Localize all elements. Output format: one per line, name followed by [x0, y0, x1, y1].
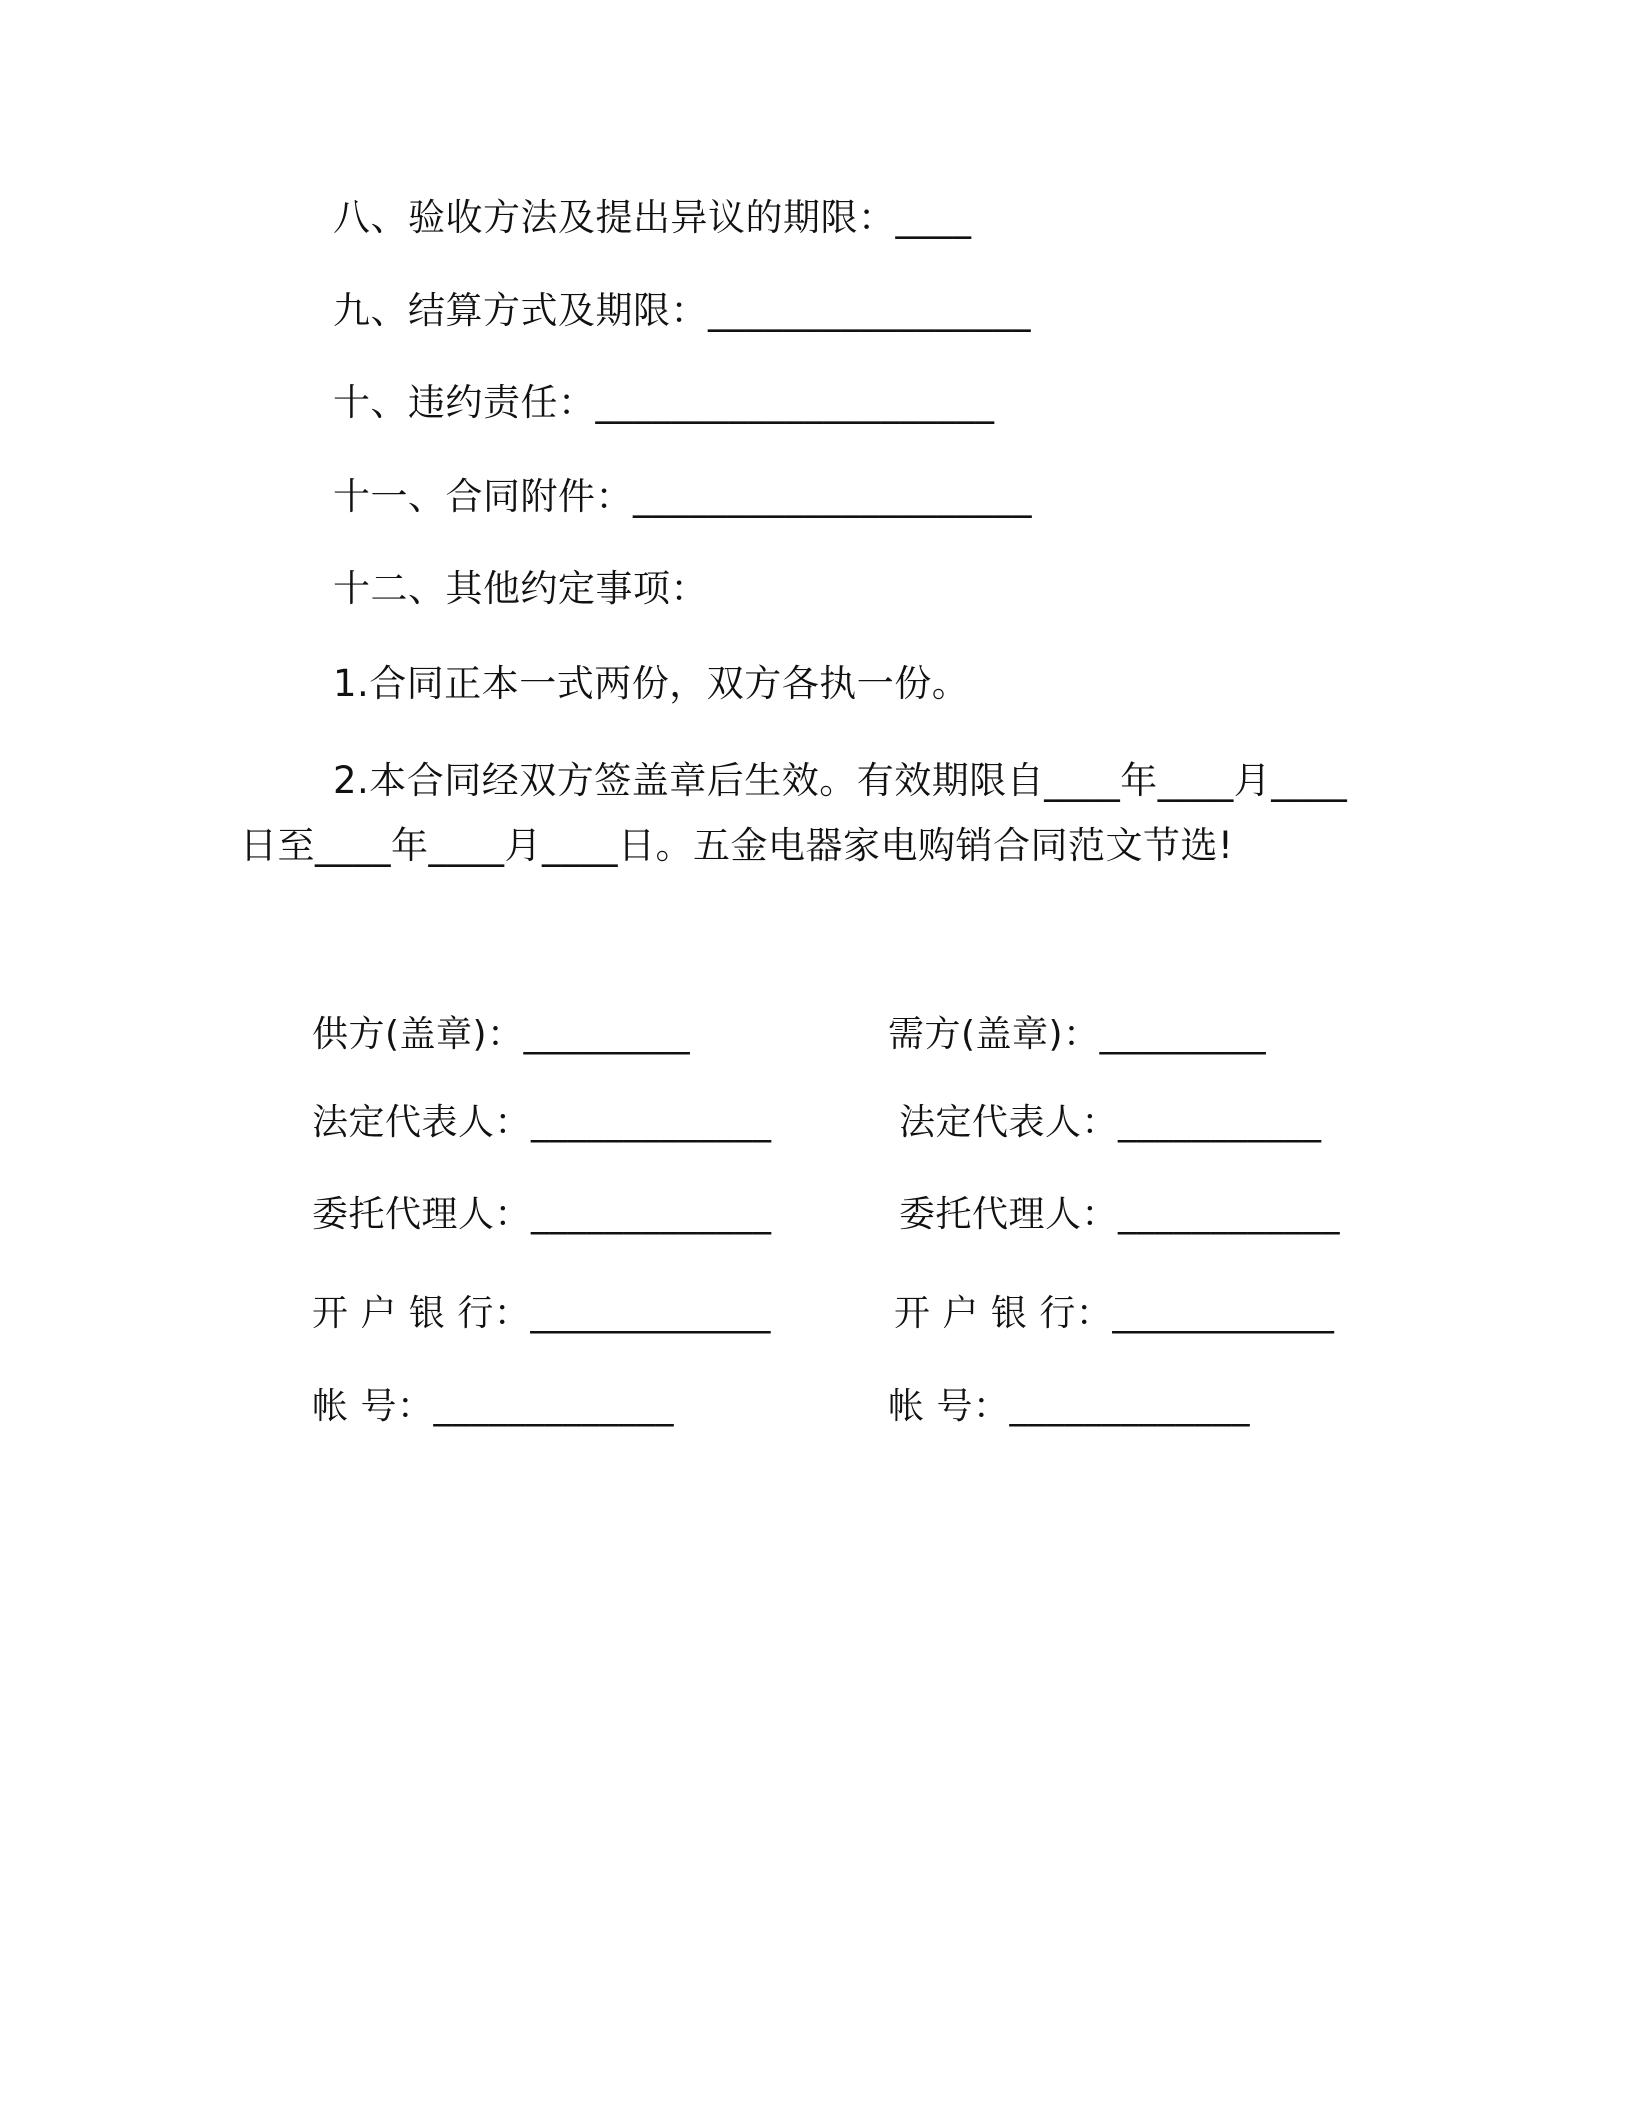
supplier-agent: 委托代理人：_____________ [312, 1194, 772, 1235]
clause-12-item-1: 1.合同正本一式两份，双方各执一份。 [333, 662, 970, 705]
clause-12-other-terms: 十二、其他约定事项： [333, 567, 708, 610]
supplier-account: 帐 号：_____________ [312, 1386, 674, 1427]
buyer-agent: 委托代理人：____________ [899, 1194, 1341, 1235]
clause-8-acceptance: 八、验收方法及提出异议的期限：____ [333, 196, 972, 239]
clause-11-attachments: 十一、合同附件：_____________________ [333, 475, 1032, 518]
supplier-bank: 开 户 银 行：_____________ [312, 1293, 771, 1334]
clause-12-item-2-line-1: 2.本合同经双方签盖章后生效。有效期限自____年____月____ [333, 759, 1348, 802]
clause-10-breach-liability: 十、违约责任：_____________________ [333, 381, 995, 424]
buyer-bank: 开 户 银 行：____________ [894, 1293, 1335, 1334]
clause-9-settlement: 九、结算方式及期限：_________________ [333, 289, 1031, 332]
buyer-seal: 需方(盖章)：_________ [888, 1014, 1267, 1055]
supplier-seal: 供方(盖章)：_________ [312, 1014, 691, 1055]
supplier-legal-rep: 法定代表人：_____________ [312, 1102, 772, 1143]
buyer-account: 帐 号：_____________ [888, 1386, 1250, 1427]
buyer-legal-rep: 法定代表人：___________ [899, 1102, 1322, 1143]
clause-12-item-2-line-2: 日至____年____月____日。五金电器家电购销合同范文节选! [240, 824, 1234, 867]
